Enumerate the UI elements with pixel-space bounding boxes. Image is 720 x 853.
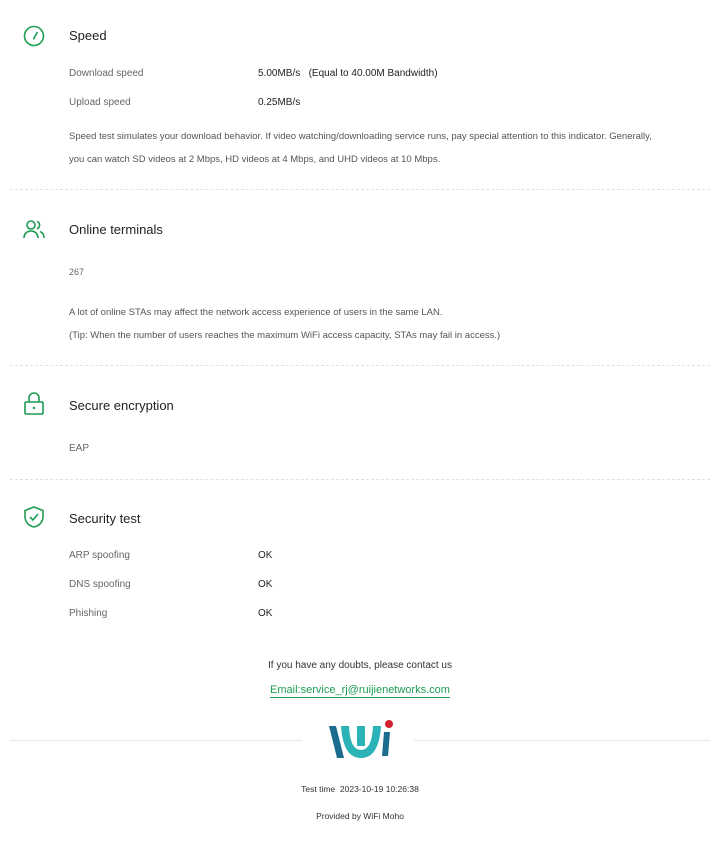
arp-spoofing-label: ARP spoofing [69, 550, 130, 561]
speed-description-line2: you can watch SD videos at 2 Mbps, HD videos at 4 Mbps, and UHD videos at 10 Mbps. [69, 154, 441, 165]
speed-section [10, 0, 710, 190]
dns-spoofing-label: DNS spoofing [69, 579, 131, 590]
terminals-count: 267 [69, 267, 85, 277]
dns-spoofing-value: OK [258, 579, 273, 590]
encryption-section [10, 366, 710, 480]
shield-check-icon [22, 505, 46, 529]
lock-icon [22, 392, 46, 416]
contact-text: If you have any doubts, please contact us [267, 660, 452, 671]
encryption-title: Secure encryption [69, 398, 174, 413]
terminals-title: Online terminals [69, 222, 163, 237]
speed-description [69, 125, 709, 171]
test-time: Test time 2023-10-19 10:26:38 [301, 784, 419, 794]
security-title: Security test [69, 511, 141, 526]
download-speed-value: 5.00MB/s (Equal to 40.00M Bandwidth) [258, 68, 438, 79]
upload-speed-value: 0.25MB/s [258, 97, 301, 108]
terminals-section [10, 190, 710, 366]
contact-email-link[interactable]: Email:service_rj@ruijienetworks.com [270, 684, 450, 696]
phishing-value: OK [258, 608, 273, 619]
logo-divider-right [414, 740, 710, 741]
phishing-label: Phishing [69, 608, 108, 619]
upload-speed-label: Upload speed [69, 97, 131, 108]
provided-by: Provided by WiFi Moho [316, 811, 404, 821]
speed-title: Speed [69, 28, 107, 43]
terminals-note-line1: A lot of online STAs may affect the network access experience of users in the same LAN. [69, 307, 443, 318]
contact-email-wrapper [0, 684, 720, 696]
terminals-note [69, 301, 709, 347]
logo-divider-left [10, 740, 302, 741]
terminals-note-line2: (Tip: When the number of users reaches the maximum WiFi access capacity, STAs may fail in access.) [69, 330, 501, 341]
encryption-value: EAP [69, 443, 90, 454]
arp-spoofing-value: OK [258, 550, 273, 561]
users-icon [22, 217, 46, 241]
speed-description-line1: Speed test simulates your download behavior. If video watching/downloading service runs, pay special attention to this indicator. Generally, [69, 131, 652, 142]
security-section [10, 480, 710, 630]
wifi-moho-logo [326, 718, 396, 762]
speedometer-icon [22, 24, 46, 48]
download-speed-label: Download speed [69, 68, 144, 79]
